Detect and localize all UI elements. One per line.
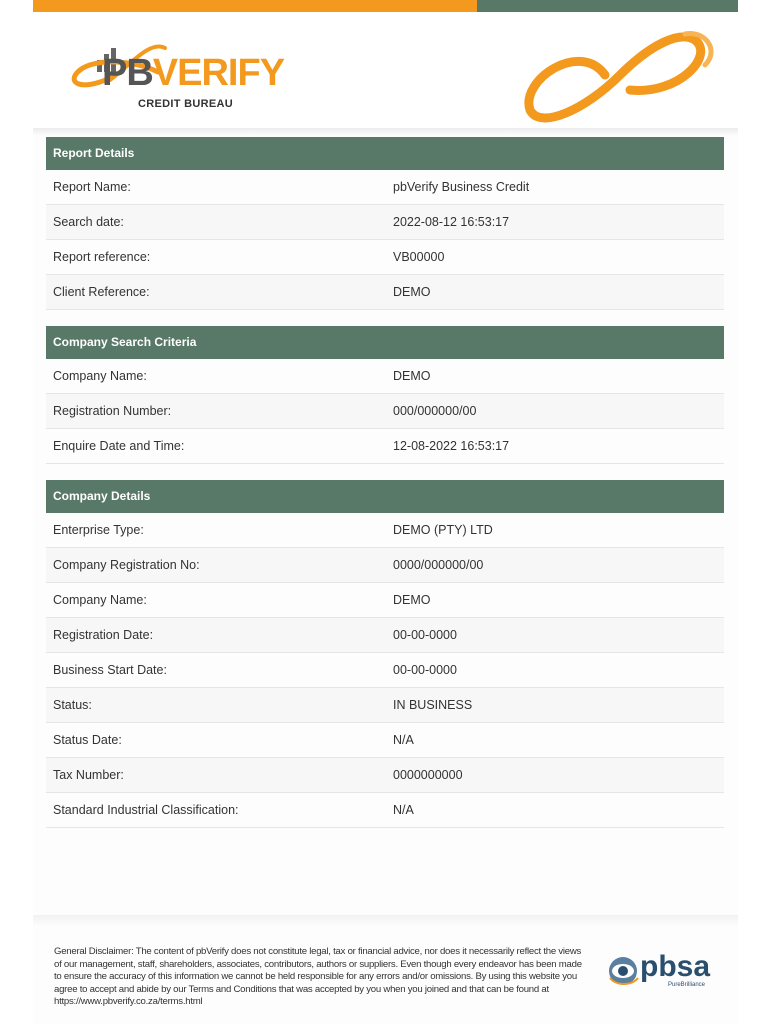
section-company-details — [46, 480, 724, 828]
section-title: Report Details — [46, 137, 724, 170]
row-value: 000/000000/00 — [393, 404, 477, 418]
row-label: Enquire Date and Time: — [53, 439, 185, 453]
table-row — [46, 170, 724, 205]
table-row — [46, 583, 724, 618]
row-value: N/A — [393, 733, 414, 747]
table-row — [46, 359, 724, 394]
row-label: Registration Date: — [53, 628, 154, 642]
table-row — [46, 275, 724, 310]
table-row — [46, 723, 724, 758]
logo-suffix: VERIFY — [152, 52, 285, 94]
pbsa-wordmark: pbsa — [640, 950, 711, 983]
row-value: VB00000 — [393, 250, 445, 264]
row-value: IN BUSINESS — [393, 698, 473, 712]
table-row — [46, 394, 724, 429]
row-label: Registration Number: — [53, 404, 172, 418]
row-value: 12-08-2022 16:53:17 — [393, 439, 510, 453]
row-value: N/A — [393, 803, 414, 817]
section-company-search-criteria — [46, 326, 724, 464]
row-label: Company Name: — [53, 593, 147, 607]
logo-subtitle: CREDIT BUREAU — [138, 98, 233, 110]
row-label: Report reference: — [53, 250, 151, 264]
row-label: Company Name: — [53, 369, 147, 383]
row-label: Client Reference: — [53, 285, 150, 299]
table-row — [46, 758, 724, 793]
row-label: Status Date: — [53, 733, 122, 747]
table-row — [46, 205, 724, 240]
table-row — [46, 429, 724, 464]
row-value: DEMO — [393, 593, 431, 607]
top-bar-orange — [33, 0, 477, 12]
row-label: Standard Industrial Classification: — [53, 803, 239, 817]
row-value: DEMO — [393, 285, 431, 299]
logo-wordmark — [102, 54, 284, 92]
table-row — [46, 240, 724, 275]
row-label: Status: — [53, 698, 92, 712]
section-title: Company Details — [46, 480, 724, 513]
logo-prefix: PB — [102, 52, 153, 94]
section-report-details — [46, 137, 724, 310]
row-value: DEMO (PTY) LTD — [393, 523, 493, 537]
table-row — [46, 618, 724, 653]
top-color-bar — [33, 0, 738, 12]
top-bar-green — [477, 0, 738, 12]
infinity-swoosh-icon — [510, 20, 725, 130]
footer-divider — [33, 915, 738, 927]
table-row — [46, 793, 724, 828]
row-value: 0000000000 — [393, 768, 463, 782]
section-title: Company Search Criteria — [46, 326, 724, 359]
row-value: 00-00-0000 — [393, 663, 457, 677]
row-value: 2022-08-12 16:53:17 — [393, 215, 510, 229]
row-label: Tax Number: — [53, 768, 124, 782]
table-row — [46, 548, 724, 583]
pbsa-tagline: PureBrilliance — [668, 982, 706, 988]
table-row — [46, 688, 724, 723]
row-value: 00-00-0000 — [393, 628, 457, 642]
row-label: Business Start Date: — [53, 663, 167, 677]
row-label: Enterprise Type: — [53, 523, 144, 537]
row-value: 0000/000000/00 — [393, 558, 484, 572]
table-row — [46, 653, 724, 688]
row-label: Search date: — [53, 215, 124, 229]
table-row — [46, 513, 724, 548]
general-disclaimer: General Disclaimer: The content of pbVerify does not constitute legal, tax or financial advice, nor does it necessarily reflect the views of our management, staff, shareholders, associates, contributors, authors or suppliers. Even though every endeavor has been made to ensure the accuracy of this information we cannot be held responsible for any errors and/or omissions. By using this website you agree to accept and abide by our Terms and Conditions that was accepted by you when you joined and that can be found at https://www.pbverify.co.za/terms.html — [54, 946, 582, 1008]
row-value: DEMO — [393, 369, 431, 383]
row-label: Report Name: — [53, 180, 131, 194]
row-value: pbVerify Business Credit — [393, 180, 530, 194]
row-label: Company Registration No: — [53, 558, 200, 572]
